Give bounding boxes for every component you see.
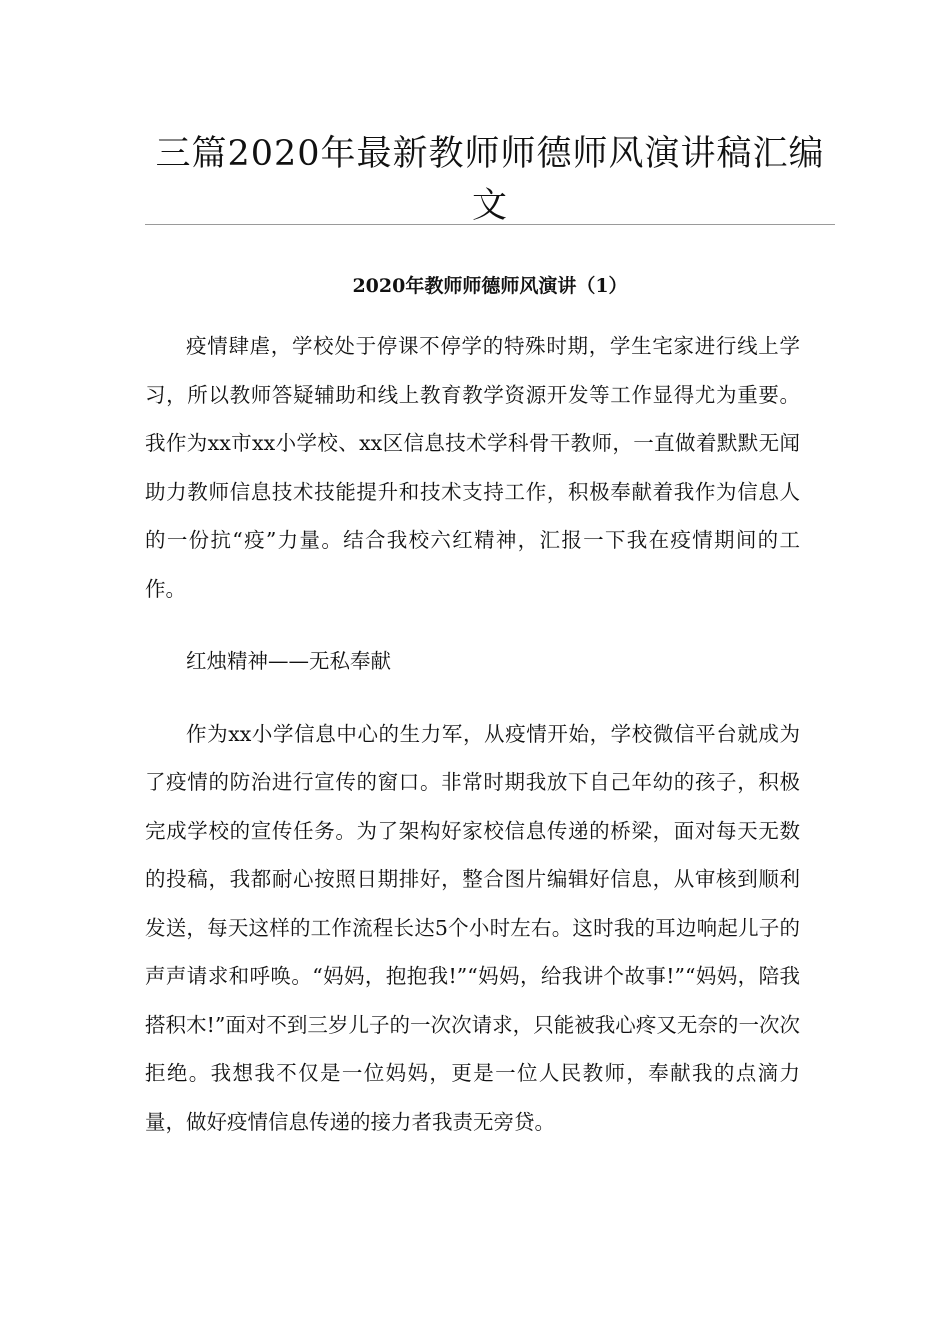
paragraph: 疫情肆虐，学校处于停课不停学的特殊时期，学生宅家进行线上学习，所以教师答疑辅助和线上教育教学资源开发等工作显得尤为重要。我作为xx市xx小学校、xx区信息技术学科骨干教师，一直做着默默无闻助力教师信息技术技能提升和技术支持工作，积极奉献着我作为信息人的一份抗“疫”力量。结合我校六红精神，汇报一下我在疫情期间的工作。 [145, 334, 800, 601]
section-heading: 2020年教师师德师风演讲（1） [352, 275, 628, 297]
paragraph: 作为xx小学信息中心的生力军，从疫情开始，学校微信平台就成为了疫情的防治进行宣传的窗口。非常时期我放下自己年幼的孩子，积极完成学校的宣传任务。为了架构好家校信息传递的桥梁，面对每天无数的投稿，我都耐心按照日期排好，整合图片编辑好信息，从审核到顺利发送，每天这样的工作流程长达5个小时左右。这时我的耳边响起儿子的声声请求和呼唤。“妈妈，抱抱我!”“妈妈，给我讲个故事!”“妈妈，陪我搭积木!”面对不到三岁儿子的一次次请求，只能被我心疼又无奈的一次次拒绝。我想我不仅是一位妈妈，更是一位人民教师，奉献我的点滴力量，做好疫情信息传递的接力者我责无旁贷。 [145, 721, 800, 1134]
body-text [145, 322, 800, 1170]
document-title: 三篇2020年最新教师师德师风演讲稿汇编文 [155, 134, 825, 226]
paragraph-subheading: 红烛精神——无私奉献 [186, 649, 391, 673]
title-divider [145, 224, 835, 225]
